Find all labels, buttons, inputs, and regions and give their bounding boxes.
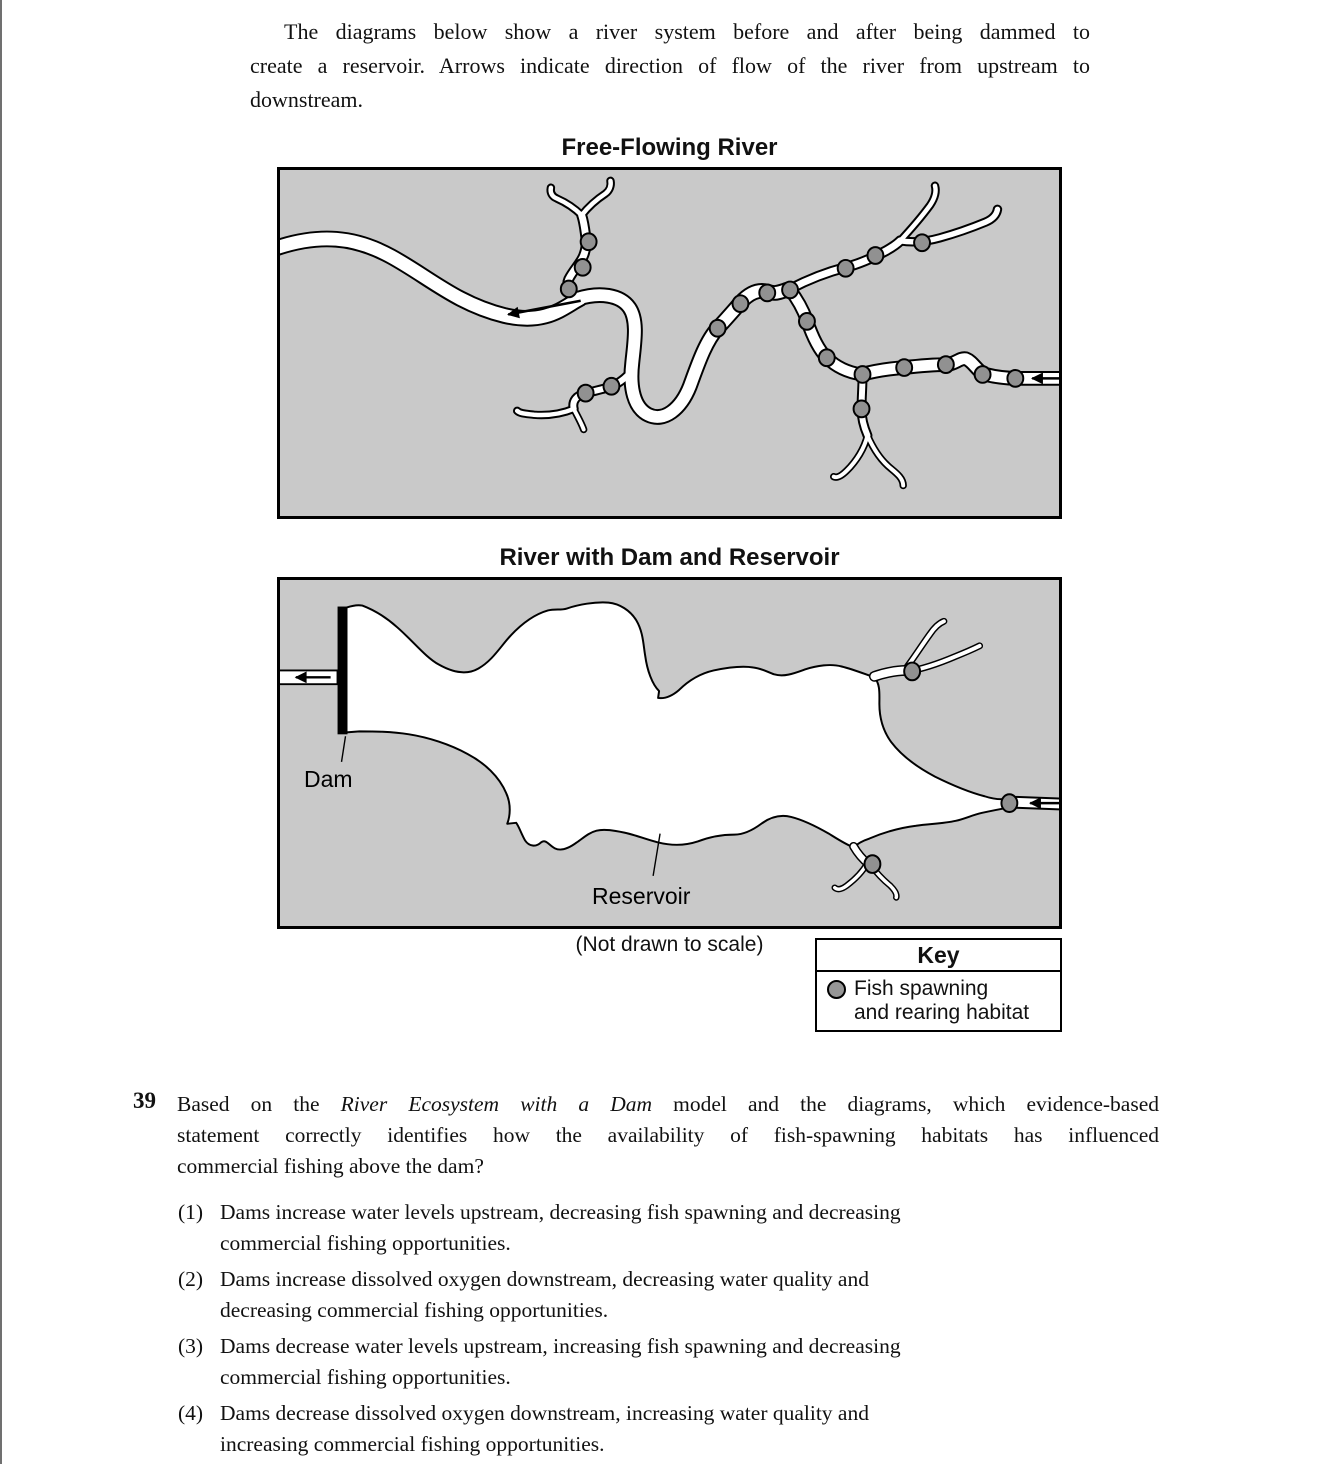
dam-label: Dam (304, 766, 353, 792)
option-4-line1: Dams decrease dissolved oxygen downstream, increasing water quality and (220, 1401, 869, 1425)
intro-line-1: The diagrams below show a river system before and after being dammed to (284, 19, 1090, 44)
option-2 (177, 1264, 1167, 1326)
question-number: 39 (133, 1088, 156, 1113)
option-3-line1: Dams decrease water levels upstream, increasing fish spawning and decreasing (220, 1334, 901, 1358)
option-2-line2: decreasing commercial fishing opportunities. (220, 1298, 609, 1322)
scale-note: (Not drawn to scale) (575, 933, 764, 956)
question-line-2: statement correctly identifies how the availability of fish-spawning habitats has influenced (177, 1123, 1159, 1147)
option-2-line1: Dams increase dissolved oxygen downstream, decreasing water quality and (220, 1267, 869, 1291)
question-text (177, 1089, 1159, 1182)
option-4-number: (4) (178, 1401, 204, 1425)
option-1-number: (1) (178, 1200, 204, 1224)
question-line-1: Based on the River Ecosystem with a Dam model and the diagrams, which evidence-based (177, 1092, 1159, 1116)
river-outlines (280, 181, 1059, 486)
option-1 (177, 1197, 1167, 1259)
model-name-italic: River Ecosystem with a Dam (340, 1092, 653, 1116)
key-item-line1: Fish spawning (854, 977, 989, 1000)
intro-line-2: create a reservoir. Arrows indicate direction of flow of the river from upstream to (250, 53, 1090, 78)
option-3-line2: commercial fishing opportunities. (220, 1365, 511, 1389)
river-channels (280, 181, 1059, 486)
figure2-dam-reservoir (277, 577, 1062, 929)
figure2-title: River with Dam and Reservoir (499, 544, 840, 571)
option-3-number: (3) (178, 1334, 204, 1358)
option-2-number: (2) (178, 1267, 204, 1291)
reservoir-water (346, 602, 1013, 849)
option-1-line1: Dams increase water levels upstream, decreasing fish spawning and decreasing (220, 1200, 901, 1224)
option-3 (177, 1331, 1167, 1393)
intro-paragraph (250, 15, 1090, 117)
reservoir-diagram (280, 580, 1059, 926)
intro-line-3: downstream. (250, 87, 364, 112)
key-box (815, 938, 1062, 1032)
option-1-line2: commercial fishing opportunities. (220, 1231, 511, 1255)
figure1-free-flowing-river (277, 167, 1062, 519)
dam-bar (338, 607, 348, 735)
reservoir-label: Reservoir (592, 883, 691, 909)
key-item-line2: and rearing habitat (854, 1001, 1030, 1024)
key-item-label (854, 977, 1029, 1025)
question-line-3: commercial fishing above the dam? (177, 1154, 484, 1178)
river-diagram (280, 170, 1059, 516)
page-left-border (0, 0, 2, 1464)
habitat-dot-icon (827, 980, 846, 999)
option-4 (177, 1398, 1167, 1460)
option-4-line2: increasing commercial fishing opportunities. (220, 1432, 605, 1456)
key-title: Key (817, 940, 1060, 972)
figure1-title: Free-Flowing River (561, 134, 778, 161)
